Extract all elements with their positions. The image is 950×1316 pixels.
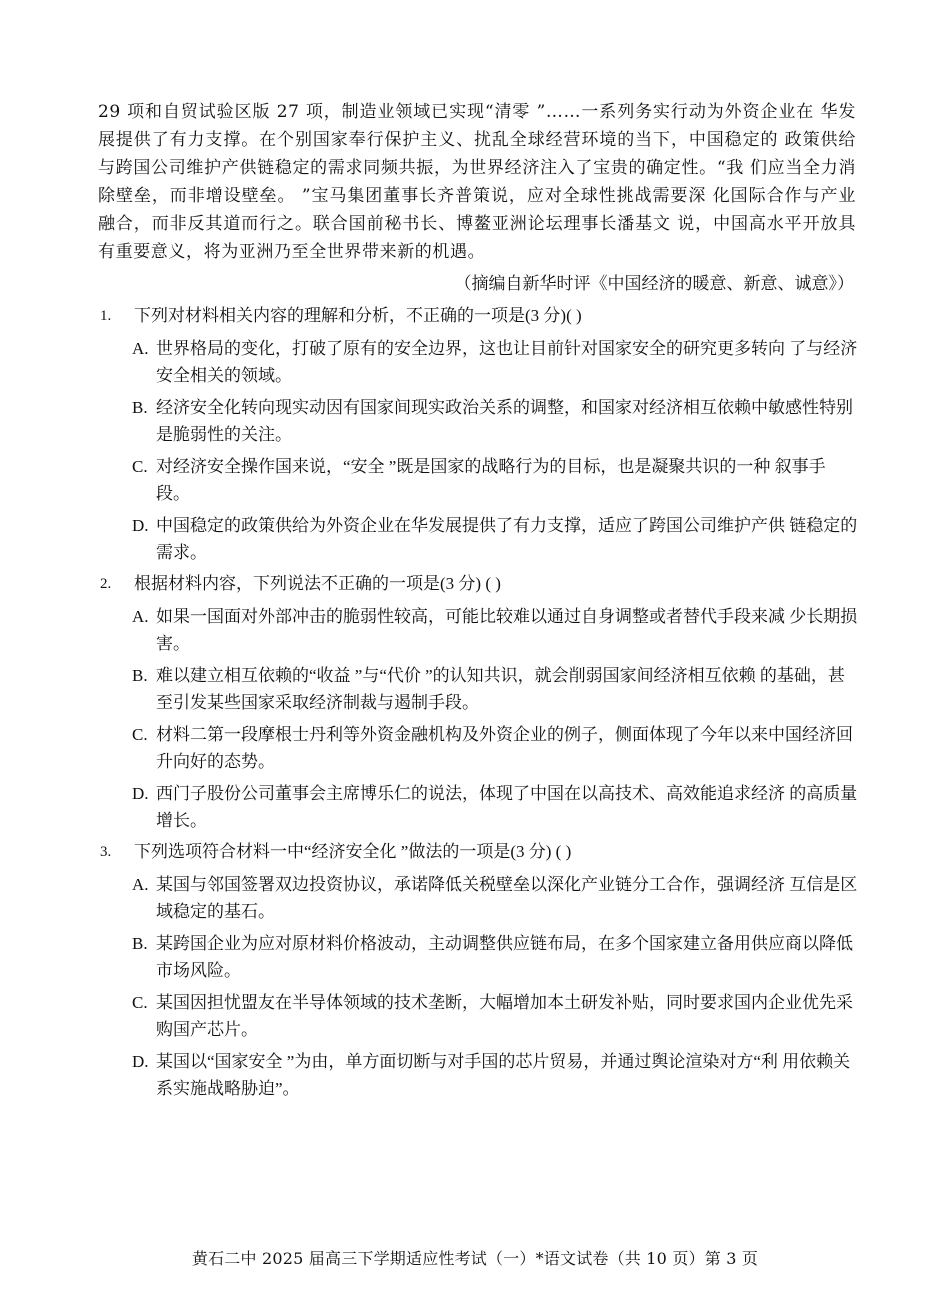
option-letter: D. xyxy=(132,1052,149,1071)
question-number: 2. xyxy=(100,576,112,592)
question-list xyxy=(98,302,858,1102)
option-d xyxy=(98,512,858,566)
option-letter: C. xyxy=(132,993,148,1012)
option-c xyxy=(98,453,858,507)
page-footer: 黄石二中 2025 届高三下学期适应性考试（一）*语文试卷（共 10 页）第 3 页 xyxy=(191,1249,759,1268)
option-b xyxy=(98,930,858,984)
option-c xyxy=(98,721,858,775)
option-text: 经济安全化转向现实动因有国家间现实政治关系的调整，和国家对经济相互依赖中敏感性特别是脆弱性的关注。 xyxy=(156,398,853,444)
option-text: 某国与邻国签署双边投资协议，承诺降低关税壁垒以深化产业链分工合作，强调经济 互信是区域稳定的基石。 xyxy=(156,875,858,921)
option-text: 世界格局的变化，打破了原有的安全边界，这也让目前针对国家安全的研究更多转向 了与经济安全相关的领域。 xyxy=(156,339,858,385)
option-text: 材料二第一段摩根士丹利等外资金融机构及外资企业的例子，侧面体现了今年以来中国经济回升向好的态势。 xyxy=(156,725,853,771)
option-text: 西门子股份公司董事会主席博乐仁的说法，体现了中国在以高技术、高效能追求经济 的高质量增长。 xyxy=(156,784,858,830)
question-stem xyxy=(98,570,858,598)
option-text: 难以建立相互依赖的“收益 ”与“代价 ”的认知共识，就会削弱国家间经济相互依赖 的基础，甚至引发某些国家采取经济制裁与遏制手段。 xyxy=(156,666,845,712)
option-letter: B. xyxy=(132,398,148,417)
option-text: 如果一国面对外部冲击的脆弱性较高，可能比较难以通过自身调整或者替代手段来减 少长期损害。 xyxy=(156,607,858,653)
option-text: 中国稳定的政策供给为外资企业在华发展提供了有力支撑，适应了跨国公司维护产供 链稳定的需求。 xyxy=(156,516,858,562)
option-b xyxy=(98,394,858,448)
option-letter: A. xyxy=(132,339,149,358)
option-letter: C. xyxy=(132,457,148,476)
option-b xyxy=(98,662,858,716)
option-letter: B. xyxy=(132,666,148,685)
option-letter: D. xyxy=(132,516,149,535)
passage-text xyxy=(98,98,856,266)
question-3 xyxy=(98,838,858,1102)
question-number: 1. xyxy=(100,308,112,324)
passage-paragraph: 29 项和自贸试验区版 27 项，制造业领域已实现“清零 ”……一系列务实行动为外资企业在 华发展提供了有力支撑。在个别国家奉行保护主义、扰乱全球经营环境的当下，中国稳定的 政策供给与跨国公司维护产供链稳定的需求同频共振，为世界经济注入了宝贵的确定性。“我 们应当全力消除壁垒，而非增设壁垒。 ”宝马集团董事长齐普策说，应对全球性挑战需要深 化国际合作与产业融合，而非反其道而行之。联合国前秘书长、博鳌亚洲论坛理事长潘基文 说，中国高水平开放具有重要意义，将为亚洲乃至全世界带来新的机遇。 xyxy=(98,102,856,262)
question-text: 下列对材料相关内容的理解和分析，不正确的一项是(3 分)( ) xyxy=(134,306,582,325)
option-text: 某国因担忧盟友在半导体领域的技术垄断，大幅增加本土研发补贴，同时要求国内企业优先采购国产芯片。 xyxy=(156,993,853,1039)
option-letter: C. xyxy=(132,725,148,744)
option-text: 某国以“国家安全 ”为由，单方面切断与对手国的芯片贸易，并通过舆论渲染对方“利 用依赖关系实施战略胁迫”。 xyxy=(156,1052,851,1098)
option-d xyxy=(98,780,858,834)
question-text: 根据材料内容，下列说法不正确的一项是(3 分) ( ) xyxy=(134,574,501,593)
question-stem xyxy=(98,302,858,330)
option-text: 对经济安全操作国来说，“安全 ”既是国家的战略行为的目标，也是凝聚共识的一种 叙事手段。 xyxy=(156,457,826,503)
question-text: 下列选项符合材料一中“经济安全化 ”做法的一项是(3 分) ( ) xyxy=(134,842,572,861)
question-number: 3. xyxy=(100,844,112,860)
option-a xyxy=(98,871,858,925)
option-text: 某跨国企业为应对原材料价格波动，主动调整供应链布局，在多个国家建立备用供应商以降低市场风险。 xyxy=(156,934,853,980)
option-letter: A. xyxy=(132,875,149,894)
option-a xyxy=(98,603,858,657)
option-letter: D. xyxy=(132,784,149,803)
option-letter: A. xyxy=(132,607,149,626)
option-d xyxy=(98,1048,858,1102)
question-2 xyxy=(98,570,858,834)
option-a xyxy=(98,335,858,389)
option-letter: B. xyxy=(132,934,148,953)
question-stem xyxy=(98,838,858,866)
passage-source: （摘编自新华时评《中国经济的暖意、新意、诚意》） xyxy=(454,274,854,293)
question-1 xyxy=(98,302,858,566)
option-c xyxy=(98,989,858,1043)
